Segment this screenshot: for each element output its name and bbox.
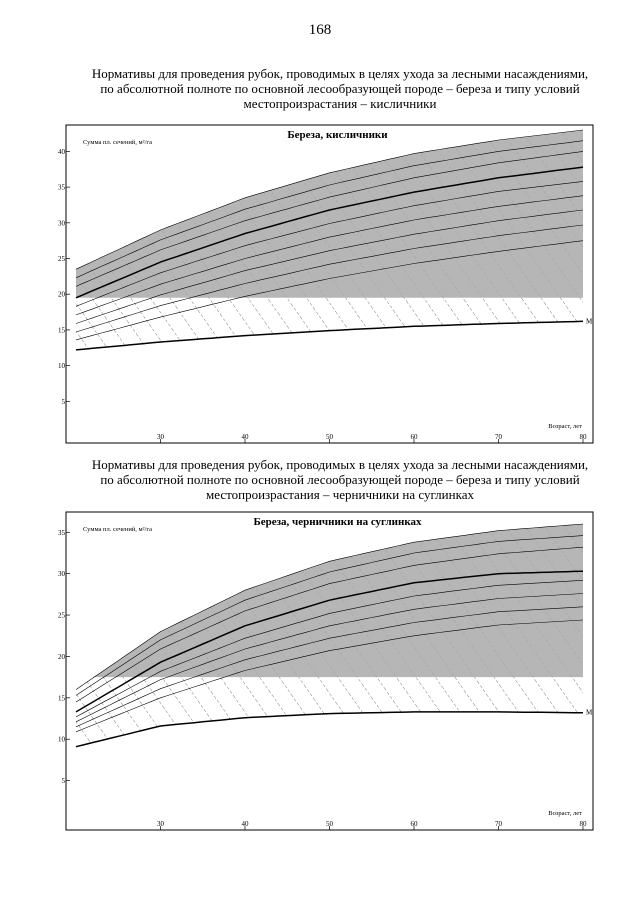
y-tick-label: 25: [58, 611, 65, 620]
x-tick-label: 40: [241, 433, 249, 441]
page-number: 168: [308, 22, 332, 38]
chart-title: Береза, черничники на суглинках: [253, 516, 422, 528]
y-axis-label: Сумма пл. сечений, м²/га: [83, 139, 152, 146]
y-tick-label: 10: [58, 362, 65, 371]
y-tick-label: 5: [61, 777, 65, 786]
series-label-M: М: [586, 317, 593, 326]
y-tick-label: 15: [58, 326, 65, 335]
y-tick-label: 35: [58, 528, 65, 537]
y-tick-label: 20: [58, 652, 65, 661]
y-tick-label: 20: [58, 290, 65, 299]
series-label-M: М: [586, 708, 593, 717]
x-tick-label: 80: [579, 433, 587, 441]
x-tick-label: 70: [495, 820, 502, 828]
x-axis-label: Возраст, лет: [548, 810, 582, 817]
y-tick-label: 35: [58, 183, 65, 192]
heading-line: Нормативы для проведения рубок, проводимых в целях ухода за лесными насаждениями,: [91, 66, 589, 81]
x-tick-label: 30: [157, 820, 164, 828]
y-tick-label: 40: [58, 147, 65, 156]
x-tick-label: 50: [326, 433, 333, 441]
x-tick-label: 60: [410, 820, 418, 828]
x-tick-label: 80: [579, 820, 587, 828]
y-axis-label: Сумма пл. сечений, м²/га: [83, 526, 152, 533]
x-axis-label: Возраст, лет: [548, 423, 582, 430]
chart-title: Береза, кисличники: [287, 129, 388, 141]
x-tick-label: 60: [410, 433, 418, 441]
x-tick-label: 50: [326, 820, 333, 828]
y-tick-label: 25: [58, 255, 65, 264]
x-tick-label: 30: [157, 433, 164, 441]
y-tick-label: 5: [61, 397, 65, 406]
x-tick-label: 70: [495, 433, 502, 441]
heading-line: местопроизрастания – черничники на суглинках: [206, 487, 474, 502]
y-tick-label: 15: [58, 694, 65, 703]
heading-line: Нормативы для проведения рубок, проводимых в целях ухода за лесными насаждениями,: [91, 457, 589, 472]
heading-line: по абсолютной полноте по основной лесообразующей породе – береза и типу условий: [100, 81, 580, 96]
heading-line: по абсолютной полноте по основной лесообразующей породе – береза и типу условий: [100, 472, 580, 487]
x-tick-label: 40: [241, 820, 249, 828]
heading-line: местопроизрастания – кисличники: [243, 96, 437, 111]
y-tick-label: 30: [58, 570, 65, 579]
y-tick-label: 30: [58, 219, 65, 228]
y-tick-label: 10: [58, 735, 65, 744]
